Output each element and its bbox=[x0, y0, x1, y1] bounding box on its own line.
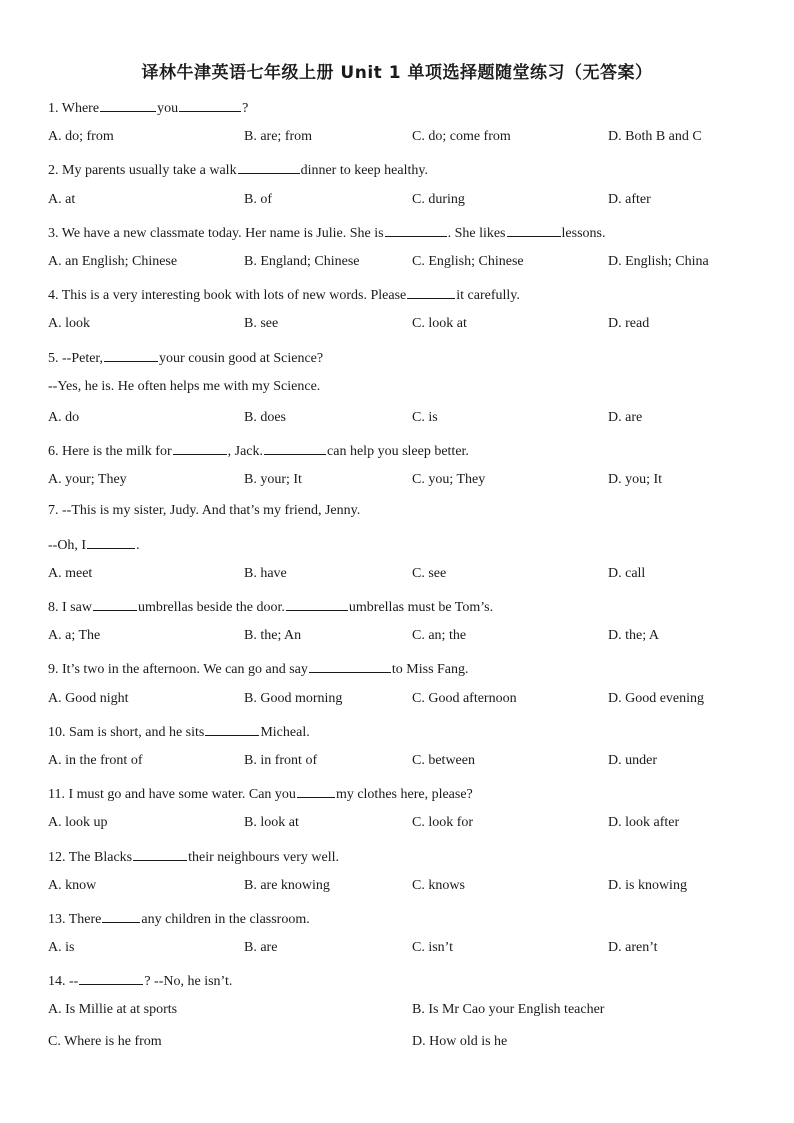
question-stem bbox=[48, 222, 748, 253]
option-d: D. is knowing bbox=[608, 877, 687, 893]
question-8 bbox=[48, 596, 748, 658]
question-text: it carefully. bbox=[456, 288, 520, 304]
question-dialogue-line bbox=[48, 534, 748, 565]
option-c: C. English; Chinese bbox=[412, 253, 524, 269]
option-c: C. do; come from bbox=[412, 129, 511, 145]
question-text: umbrellas must be Tom’s. bbox=[348, 600, 494, 615]
answer-blank bbox=[93, 596, 137, 611]
question-1 bbox=[48, 97, 748, 159]
question-text: --Oh, I bbox=[48, 537, 87, 553]
question-11 bbox=[48, 783, 748, 845]
option-d: D. call bbox=[608, 565, 646, 581]
question-stem bbox=[48, 347, 748, 378]
answer-blank bbox=[173, 440, 227, 455]
options-row bbox=[48, 191, 748, 222]
option-c: C. you; They bbox=[412, 472, 486, 488]
option-c: C. between bbox=[412, 752, 475, 768]
question-4 bbox=[48, 284, 748, 346]
option-a: A. do bbox=[48, 409, 80, 425]
question-text: 7. --This is my sister, Judy. And that’s my friend, Jenny. bbox=[48, 503, 361, 519]
option-b: B. Good morning bbox=[244, 690, 343, 706]
question-12 bbox=[48, 846, 748, 908]
options-row bbox=[48, 315, 748, 346]
question-6 bbox=[48, 440, 748, 502]
question-stem bbox=[48, 502, 748, 533]
question-text: their neighbours very well. bbox=[188, 849, 339, 865]
option-b: B. your; It bbox=[244, 472, 302, 488]
option-b: B. are bbox=[244, 940, 278, 956]
option-b: B. have bbox=[244, 565, 287, 581]
options-row bbox=[48, 752, 748, 783]
option-b: B. look at bbox=[244, 815, 299, 831]
option-d: D. English; China bbox=[608, 253, 709, 269]
question-9 bbox=[48, 658, 748, 720]
question-text: your cousin good at Science? bbox=[159, 350, 324, 366]
question-text: can help you sleep better. bbox=[327, 444, 469, 460]
option-a: A. at bbox=[48, 191, 76, 207]
option-a: A. a; The bbox=[48, 628, 101, 644]
question-7 bbox=[48, 502, 748, 596]
option-d: D. after bbox=[608, 191, 651, 207]
option-c: C. during bbox=[412, 191, 465, 207]
question-stem bbox=[48, 440, 748, 471]
option-d: D. How old is he bbox=[412, 1033, 508, 1049]
option-d: D. you; It bbox=[608, 472, 663, 488]
question-text: 2. My parents usually take a walk bbox=[48, 163, 237, 179]
option-d: D. the; A bbox=[608, 628, 659, 644]
question-text: 8. I saw bbox=[48, 600, 92, 615]
question-text: 1. Where bbox=[48, 101, 100, 116]
question-text: 12. The Blacks bbox=[48, 849, 133, 865]
option-c: C. Good afternoon bbox=[412, 690, 517, 706]
question-text: any children in the classroom. bbox=[141, 911, 310, 927]
option-a: A. your; They bbox=[48, 472, 127, 488]
question-text: 13. There bbox=[48, 911, 102, 927]
question-text: --Yes, he is. He often helps me with my Science. bbox=[48, 378, 321, 394]
option-c: C. is bbox=[412, 409, 438, 425]
option-a: A. Is Millie at at sports bbox=[48, 1002, 178, 1018]
question-5 bbox=[48, 347, 748, 441]
option-a: A. know bbox=[48, 877, 97, 893]
option-d: D. Both B and C bbox=[608, 129, 702, 145]
answer-blank bbox=[264, 440, 326, 455]
question-text: 4. This is a very interesting book with lots of new words. Please bbox=[48, 288, 407, 304]
question-text: 10. Sam is short, and he sits bbox=[48, 724, 205, 740]
question-14 bbox=[48, 970, 748, 1064]
option-c: C. knows bbox=[412, 877, 465, 893]
question-text: , Jack. bbox=[227, 444, 264, 460]
option-d: D. are bbox=[608, 409, 643, 425]
question-text: 5. --Peter, bbox=[48, 350, 104, 366]
options-row bbox=[48, 627, 748, 658]
option-a: A. do; from bbox=[48, 129, 114, 145]
option-d: D. under bbox=[608, 752, 657, 768]
question-text: umbrellas beside the door. bbox=[137, 600, 285, 615]
question-stem bbox=[48, 970, 748, 1001]
option-d: D. Good evening bbox=[608, 690, 705, 706]
question-stem bbox=[48, 284, 748, 315]
question-text: 9. It’s two in the afternoon. We can go and say bbox=[48, 662, 308, 678]
option-b: B. England; Chinese bbox=[244, 253, 360, 269]
question-text: . She likes bbox=[447, 225, 506, 241]
options-row bbox=[48, 877, 748, 908]
option-b: B. are; from bbox=[244, 129, 313, 145]
question-2 bbox=[48, 159, 748, 221]
question-text: lessons. bbox=[561, 225, 606, 241]
option-c: C. an; the bbox=[412, 628, 467, 644]
option-b: B. are knowing bbox=[244, 877, 330, 893]
answer-blank bbox=[79, 970, 143, 985]
question-text: 3. We have a new classmate today. Her name is Julie. She is bbox=[48, 225, 384, 241]
option-b: B. Is Mr Cao your English teacher bbox=[412, 1002, 605, 1018]
option-d: D. read bbox=[608, 316, 650, 332]
question-stem bbox=[48, 721, 748, 752]
option-c: C. look at bbox=[412, 316, 467, 332]
answer-blank bbox=[205, 721, 259, 736]
question-10 bbox=[48, 721, 748, 783]
answer-blank bbox=[385, 222, 447, 237]
option-a: A. look up bbox=[48, 815, 108, 831]
options-row bbox=[48, 1033, 748, 1064]
question-text: to Miss Fang. bbox=[391, 662, 469, 678]
answer-blank bbox=[309, 658, 391, 673]
option-a: A. Good night bbox=[48, 690, 129, 706]
question-text: ? bbox=[242, 101, 249, 116]
question-stem bbox=[48, 596, 748, 627]
question-stem bbox=[48, 97, 748, 128]
answer-blank bbox=[286, 596, 348, 611]
question-stem bbox=[48, 658, 748, 689]
options-row bbox=[48, 409, 748, 440]
option-a: A. an English; Chinese bbox=[48, 253, 178, 269]
answer-blank bbox=[102, 908, 140, 923]
question-text: my clothes here, please? bbox=[335, 787, 473, 803]
option-a: A. in the front of bbox=[48, 752, 143, 768]
option-b: B. of bbox=[244, 191, 272, 207]
answer-blank bbox=[133, 846, 187, 861]
answer-blank bbox=[100, 97, 156, 112]
option-a: A. meet bbox=[48, 565, 93, 581]
question-stem bbox=[48, 846, 748, 877]
option-d: D. aren’t bbox=[608, 940, 658, 956]
option-b: B. does bbox=[244, 409, 286, 425]
option-c: C. isn’t bbox=[412, 940, 453, 956]
question-3 bbox=[48, 222, 748, 284]
options-row bbox=[48, 939, 748, 970]
option-a: A. look bbox=[48, 316, 90, 332]
answer-blank bbox=[297, 783, 335, 798]
options-row bbox=[48, 471, 748, 502]
option-d: D. look after bbox=[608, 815, 680, 831]
option-c: C. look for bbox=[412, 815, 474, 831]
answer-blank bbox=[507, 222, 561, 237]
question-stem bbox=[48, 159, 748, 190]
question-dialogue-line bbox=[48, 378, 748, 409]
answer-blank bbox=[87, 534, 135, 549]
question-text: 11. I must go and have some water. Can you bbox=[48, 787, 296, 803]
option-b: B. in front of bbox=[244, 752, 318, 768]
options-row bbox=[48, 1001, 748, 1032]
question-list bbox=[48, 97, 748, 1064]
option-a: A. is bbox=[48, 940, 75, 956]
option-c: C. see bbox=[412, 565, 447, 581]
answer-blank bbox=[104, 347, 158, 362]
question-stem bbox=[48, 783, 748, 814]
question-text: 14. -- bbox=[48, 974, 79, 990]
question-text: dinner to keep healthy. bbox=[300, 163, 428, 179]
question-text: ? --No, he isn’t. bbox=[144, 974, 233, 990]
page-title: 译林牛津英语七年级上册 Unit 1 单项选择题随堂练习（无答案） bbox=[141, 63, 653, 83]
options-row bbox=[48, 128, 748, 159]
question-text: you bbox=[157, 101, 179, 116]
option-b: B. the; An bbox=[244, 628, 302, 644]
question-text: . bbox=[136, 537, 140, 553]
option-b: B. see bbox=[244, 316, 279, 332]
answer-blank bbox=[238, 159, 300, 174]
question-stem bbox=[48, 908, 748, 939]
options-row bbox=[48, 690, 748, 721]
options-row bbox=[48, 565, 748, 596]
answer-blank bbox=[179, 97, 241, 112]
question-text: Micheal. bbox=[260, 724, 310, 740]
option-c: C. Where is he from bbox=[48, 1033, 162, 1049]
options-row bbox=[48, 253, 748, 284]
answer-blank bbox=[407, 284, 455, 299]
question-13 bbox=[48, 908, 748, 970]
question-text: 6. Here is the milk for bbox=[48, 444, 172, 460]
options-row bbox=[48, 814, 748, 845]
